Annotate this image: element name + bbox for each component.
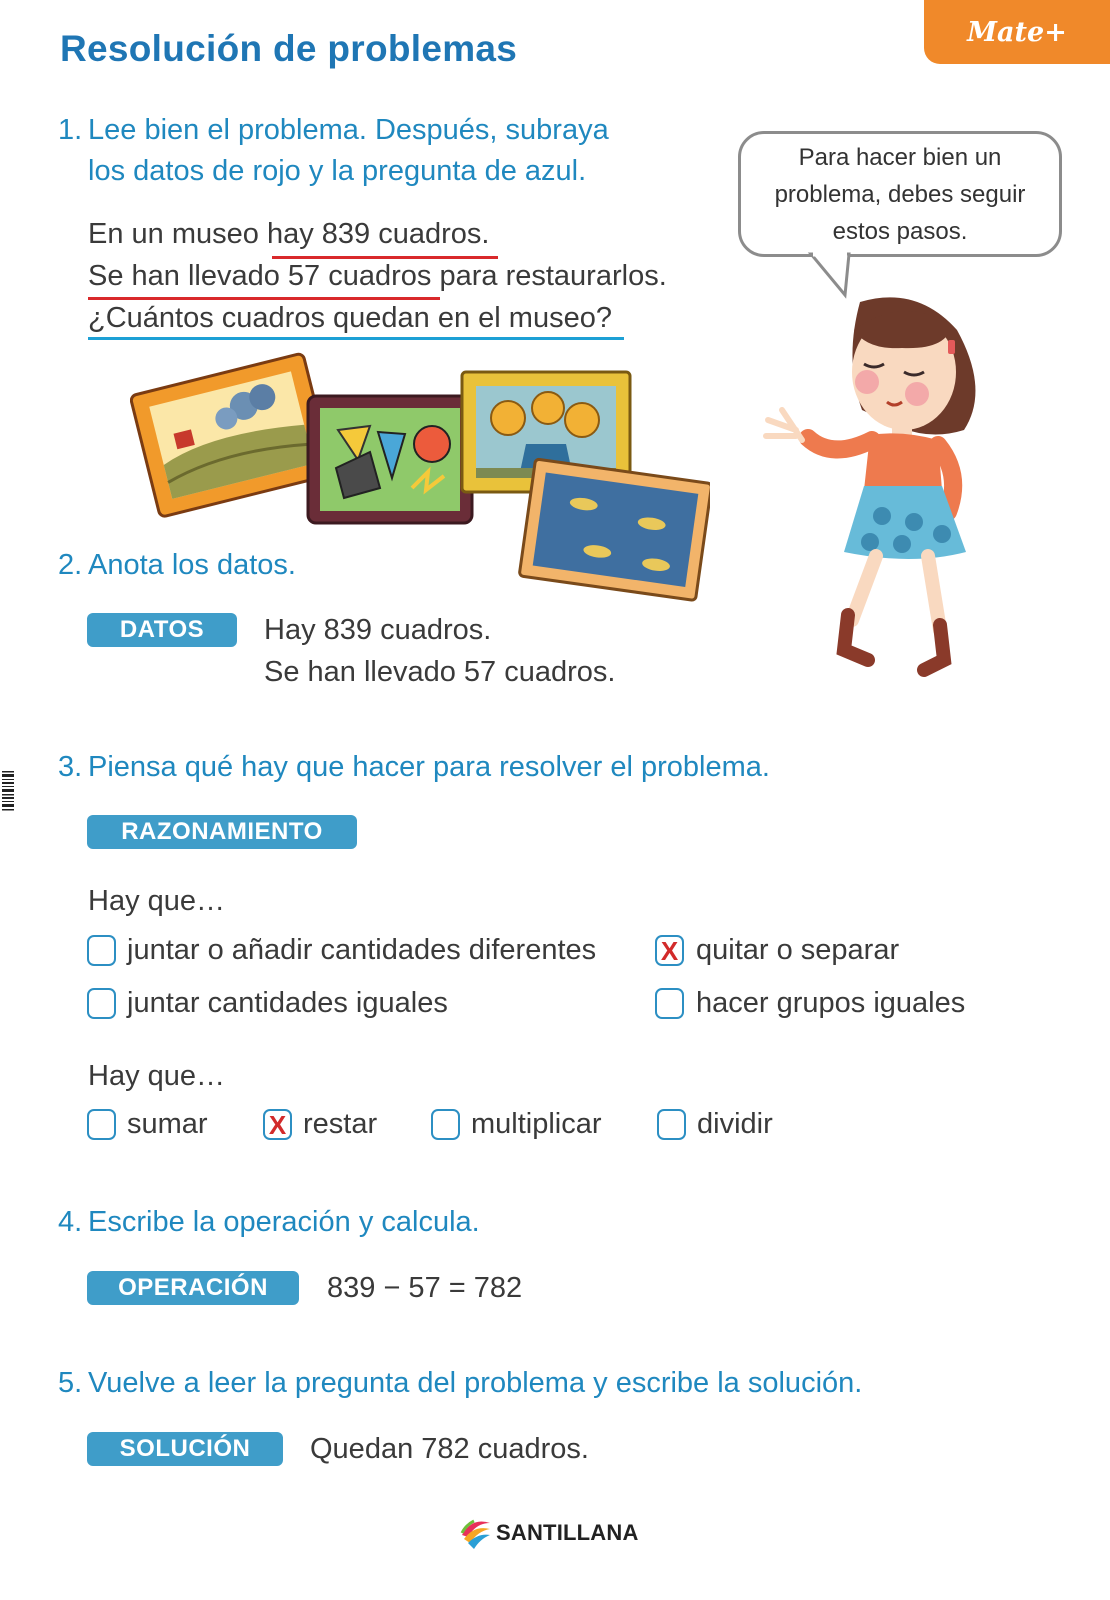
problem-line2-b: para restaurarlos. (431, 260, 667, 292)
santillana-logo-text: SANTILLANA (496, 1520, 639, 1545)
step-2-instruction (58, 545, 296, 586)
barcode-icon (0, 735, 16, 815)
checkbox-dividir[interactable] (657, 1109, 686, 1140)
step-4-instruction (58, 1202, 480, 1243)
hay-que-prompt-1: Hay que… (88, 885, 226, 917)
datos-line-1: Hay 839 cuadros. (264, 614, 492, 646)
red-underline-1 (272, 256, 498, 259)
checkbox-quitar-separar[interactable]: X (655, 935, 684, 966)
checkbox-grupos-iguales[interactable] (655, 988, 684, 1019)
step-number: 2. (58, 549, 83, 581)
operacion-label: OPERACIÓN (87, 1271, 299, 1305)
blue-underline-question (88, 337, 624, 340)
girl-illustration (752, 290, 992, 680)
problem-data-1: hay 839 cuadros (266, 218, 482, 250)
abstract-painting-icon (308, 396, 472, 523)
santillana-logo-icon (458, 1515, 494, 1551)
speech-bubble-text: Para hacer bien un problema, debes seguir estos pasos. (774, 143, 1026, 245)
step-number: 4. (58, 1206, 83, 1238)
brand-tab: Mate+ (924, 0, 1110, 64)
problem-data-2: Se han llevado 57 cuadros (88, 260, 432, 292)
datos-label: DATOS (87, 613, 237, 647)
checkbox-juntar-iguales[interactable] (87, 988, 116, 1019)
speech-bubble (738, 131, 1062, 257)
step-5-instruction (58, 1363, 862, 1404)
checkbox-sumar[interactable] (87, 1109, 116, 1140)
step-2-text: Anota los datos. (88, 549, 296, 581)
option-sumar-label: sumar (127, 1108, 208, 1140)
problem-line1-c: . (481, 218, 490, 250)
santillana-logo (458, 1515, 639, 1551)
checkbox-multiplicar[interactable] (431, 1109, 460, 1140)
razonamiento-label: RAZONAMIENTO (87, 815, 357, 849)
step-3-instruction (58, 747, 770, 788)
problem-question: ¿Cuántos cuadros quedan en el museo? (88, 302, 612, 334)
page-title: Resolución de problemas (60, 28, 518, 69)
option-juntar-iguales-label: juntar cantidades iguales (127, 987, 448, 1019)
datos-values (264, 609, 615, 693)
step-5-text: Vuelve a leer la pregunta del problema y escribe la solución. (88, 1367, 863, 1399)
red-underline-2 (88, 297, 440, 300)
fish-painting-icon (519, 459, 710, 601)
step-1-instruction (58, 110, 609, 192)
solucion-label: SOLUCIÓN (87, 1432, 283, 1466)
step-3-text: Piensa qué hay que hacer para resolver el problema. (88, 751, 770, 783)
step-number: 5. (58, 1367, 83, 1399)
operation-text: 839 − 57 = 782 (327, 1272, 523, 1304)
option-juntar-anadir-label: juntar o añadir cantidades diferentes (127, 934, 597, 966)
solution-text: Quedan 782 cuadros. (310, 1433, 589, 1465)
hay-que-prompt-2: Hay que… (88, 1060, 226, 1092)
step-1-line1: Lee bien el problema. Después, subraya (88, 114, 609, 146)
option-quitar-separar-label: quitar o separar (696, 934, 900, 966)
checkbox-restar[interactable]: X (263, 1109, 292, 1140)
step-number: 1. (58, 114, 83, 146)
landscape-painting-icon (130, 353, 333, 517)
option-restar-label: restar (303, 1108, 378, 1140)
checkbox-juntar-anadir[interactable] (87, 935, 116, 966)
option-grupos-iguales-label: hacer grupos iguales (696, 987, 966, 1019)
step-number: 3. (58, 751, 83, 783)
option-multiplicar-label: multiplicar (471, 1108, 602, 1140)
step-4-text: Escribe la operación y calcula. (88, 1206, 480, 1238)
problem-text (88, 213, 667, 339)
option-dividir-label: dividir (697, 1108, 773, 1140)
problem-line1-a: En un museo (88, 218, 267, 250)
datos-line-2: Se han llevado 57 cuadros. (264, 656, 616, 688)
step-1-line2: los datos de rojo y la pregunta de azul. (88, 155, 587, 187)
